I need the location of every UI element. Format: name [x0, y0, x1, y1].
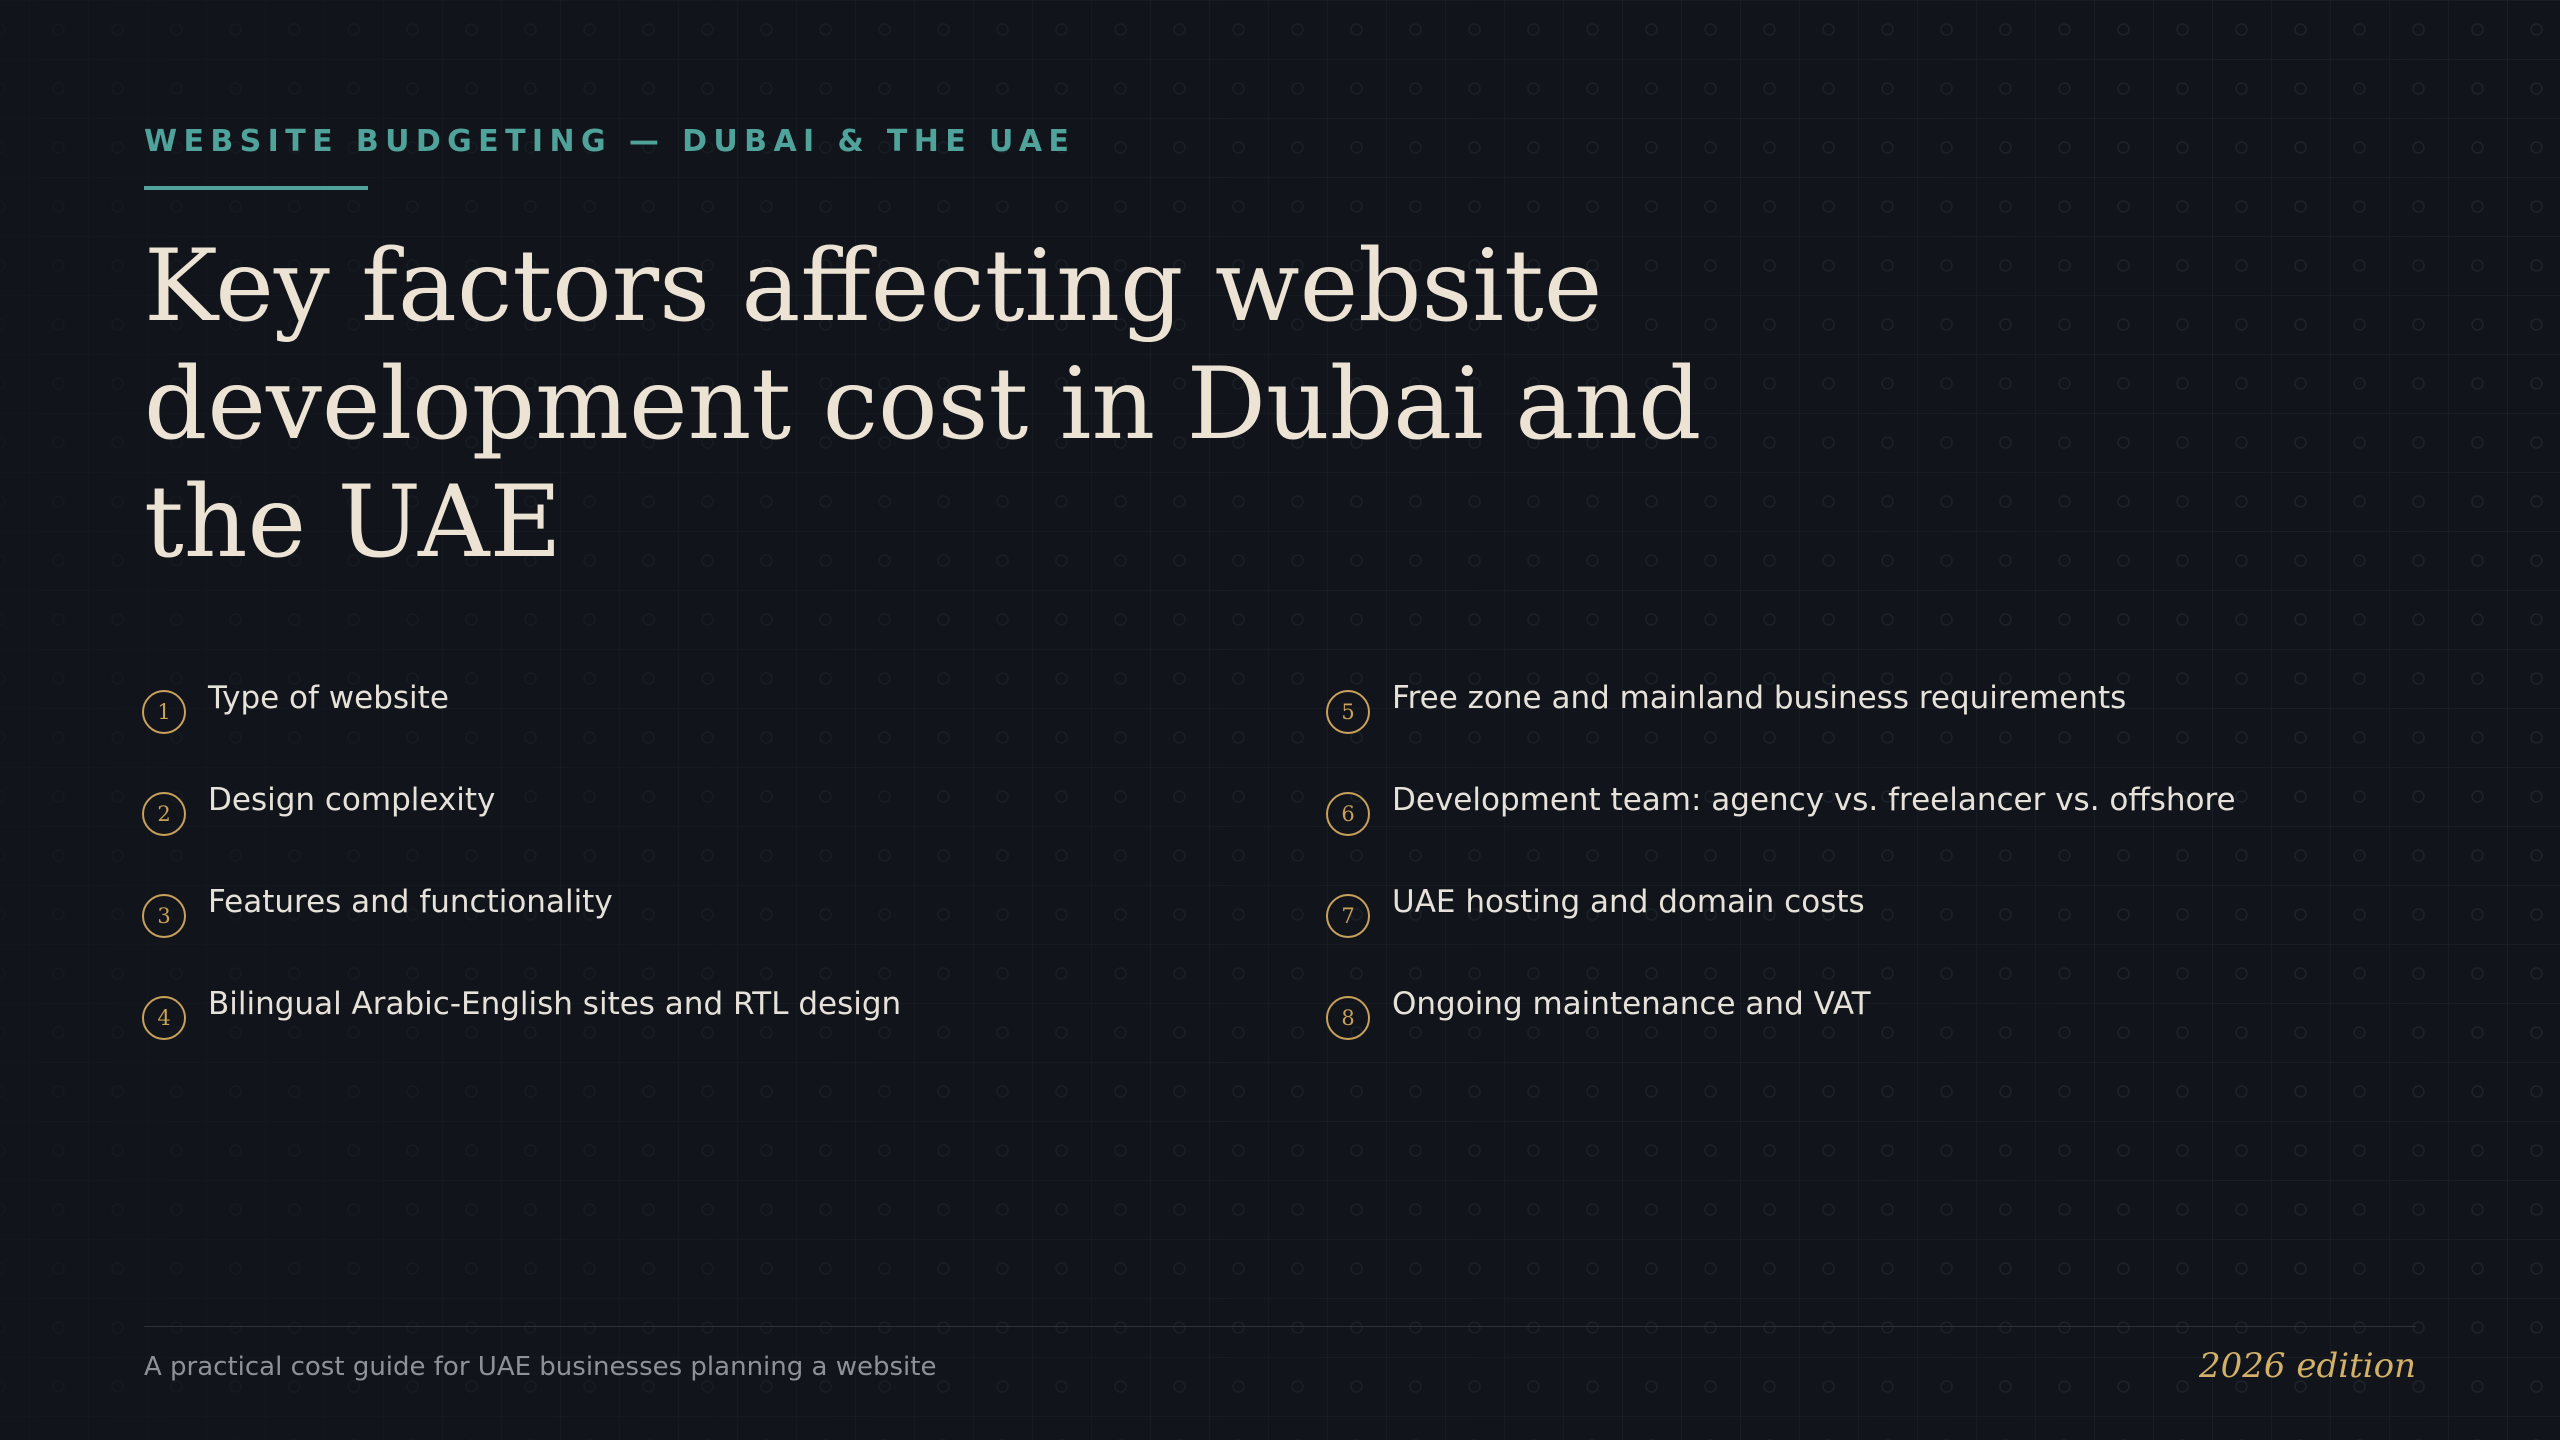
- eyebrow-label: WEBSITE BUDGETING — DUBAI & THE UAE: [144, 124, 1076, 159]
- factor-label: Type of website: [208, 680, 449, 716]
- footer-caption: A practical cost guide for UAE businesses planning a website: [144, 1352, 937, 1382]
- factor-label: Ongoing maintenance and VAT: [1392, 986, 1871, 1022]
- factor-item: [142, 880, 613, 938]
- number-badge: 7: [1326, 894, 1370, 938]
- number-badge: 1: [142, 690, 186, 734]
- number-badge: 8: [1326, 996, 1370, 1040]
- factor-label: UAE hosting and domain costs: [1392, 884, 1865, 920]
- factor-item: [142, 982, 901, 1040]
- factor-label: Features and functionality: [208, 884, 613, 920]
- factor-item: [1326, 880, 1865, 938]
- footer-divider: [144, 1326, 2416, 1327]
- factor-item: [142, 676, 449, 734]
- factor-item: [142, 778, 495, 836]
- page-title: Key factors affecting website development cost in Dubai and the UAE: [144, 229, 1702, 580]
- number-badge: 2: [142, 792, 186, 836]
- number-badge: 6: [1326, 792, 1370, 836]
- number-badge: 5: [1326, 690, 1370, 734]
- number-badge: 3: [142, 894, 186, 938]
- number-badge: 4: [142, 996, 186, 1040]
- edition-label: 2026 edition: [2199, 1346, 2416, 1386]
- factor-item: [1326, 676, 2126, 734]
- factor-item: [1326, 778, 2236, 836]
- factor-label: Design complexity: [208, 782, 496, 818]
- factor-label: Bilingual Arabic-English sites and RTL design: [208, 986, 902, 1022]
- factor-label: Free zone and mainland business requirements: [1392, 680, 2127, 716]
- factor-label: Development team: agency vs. freelancer vs. offshore: [1392, 782, 2236, 818]
- eyebrow-underline: [144, 186, 368, 190]
- factor-item: [1326, 982, 1871, 1040]
